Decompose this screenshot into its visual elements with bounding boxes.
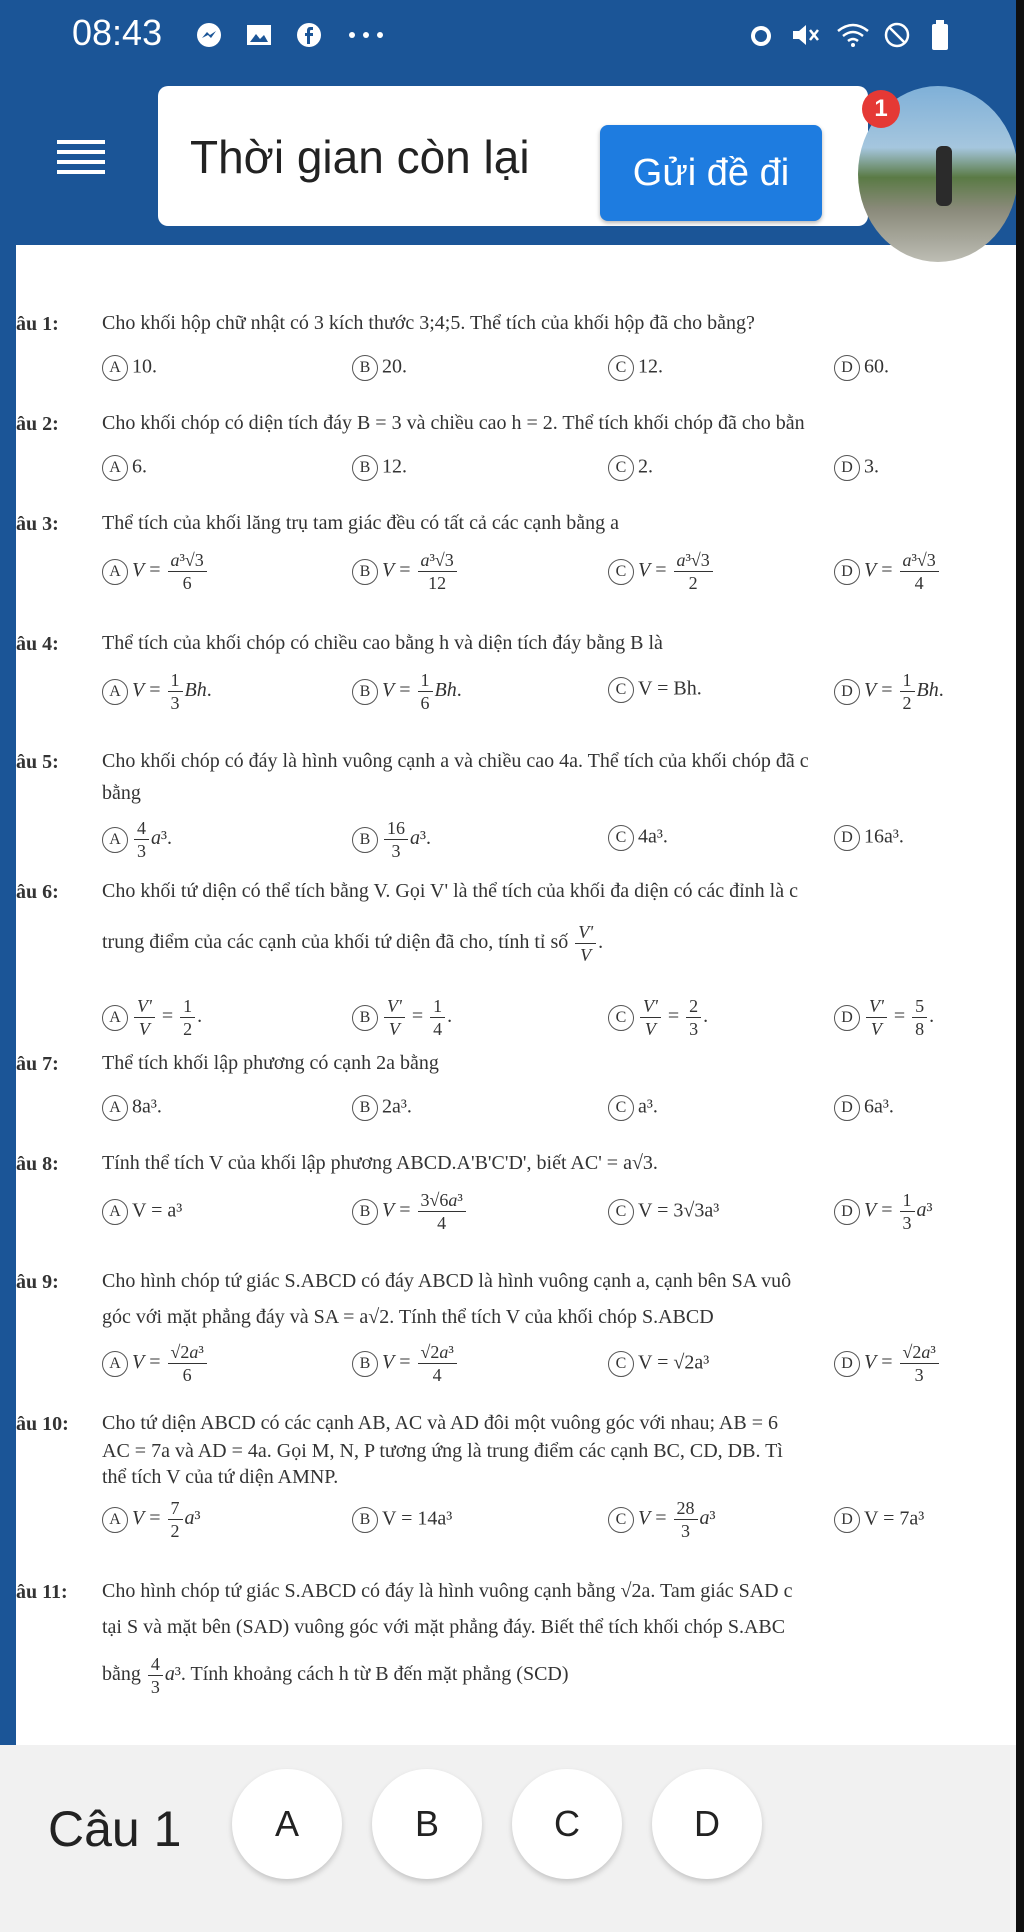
option-c[interactable]: C 4a³.: [608, 825, 668, 851]
option-d[interactable]: D 60.: [834, 355, 889, 381]
answer-button-d[interactable]: D: [652, 1769, 762, 1879]
alarm-icon: [746, 22, 776, 48]
menu-icon[interactable]: [57, 140, 105, 178]
option-a[interactable]: A V = a³: [102, 1199, 182, 1225]
option-d[interactable]: D $\frac{V'}{V}$ = $\frac{5}{8}$ .: [834, 995, 934, 1040]
option-b[interactable]: B $\frac{16}{3}$ a³.: [352, 817, 431, 862]
do-not-disturb-icon: [882, 22, 912, 48]
question-text: Cho khối tứ diện có thể tích bằng V. Gọi V' là thể tích của khối đa diện có các đỉnh là c: [102, 880, 798, 902]
current-question-label: Câu 1: [48, 1801, 182, 1857]
option-d[interactable]: D 16a³.: [834, 825, 904, 851]
option-d[interactable]: D V = $\frac{\text{a³√3}}{4}$: [834, 549, 941, 594]
question-text-line-3: thể tích V của tứ diện AMNP.: [102, 1466, 339, 1488]
question-text: Thể tích của khối chóp có chiều cao bằng h và diện tích đáy bằng B là: [102, 632, 663, 654]
option-c[interactable]: C 12.: [608, 355, 663, 381]
option-c[interactable]: C $\frac{V'}{V}$ = $\frac{2}{3}$ .: [608, 995, 708, 1040]
option-b[interactable]: B V = $\frac{1}{6}$ Bh.: [352, 669, 462, 714]
question-text-line-2: góc với mặt phẳng đáy và SA = a√2. Tính thể tích V của khối chóp S.ABCD: [102, 1306, 714, 1328]
battery-icon: [930, 20, 950, 50]
question-number: âu 11:: [16, 1581, 68, 1603]
question-text-line-3: bằng $\frac{4}{3}$ a³. Tính khoảng cách h từ B đến mặt phẳng (SCD): [102, 1654, 569, 1697]
messenger-icon: [196, 22, 222, 48]
option-a[interactable]: A V = $\frac{\text{a³√3}}{6}$: [102, 549, 209, 594]
question-sheet: [16, 245, 1016, 1745]
question-text: Cho tứ diện ABCD có các cạnh AB, AC và AD đôi một vuông góc với nhau; AB = 6: [102, 1412, 778, 1434]
option-d[interactable]: D 3.: [834, 455, 879, 481]
option-a[interactable]: A 6.: [102, 455, 147, 481]
question-text-line-2: AC = 7a và AD = 4a. Gọi M, N, P tương ứng là trung điểm các cạnh BC, CD, DB. Tì: [102, 1440, 783, 1462]
question-number: âu 2:: [16, 413, 59, 435]
question-text: Tính thể tích V của khối lập phương ABCD.A'B'C'D', biết AC' = a√3.: [102, 1152, 658, 1174]
option-d[interactable]: D 6a³.: [834, 1095, 894, 1121]
option-d[interactable]: D V = $\frac{\text{√2a³}}{3}$: [834, 1341, 941, 1386]
question-number: âu 3:: [16, 513, 59, 535]
option-b[interactable]: B 12.: [352, 455, 407, 481]
question-number: âu 6:: [16, 881, 59, 903]
mute-icon: [790, 22, 820, 48]
more-icon: [346, 22, 386, 48]
option-b[interactable]: B 2a³.: [352, 1095, 412, 1121]
option-b[interactable]: B V = $\frac{\text{√2a³}}{4}$: [352, 1341, 459, 1386]
option-c[interactable]: C V = √2a³: [608, 1351, 709, 1377]
option-b[interactable]: B V = 14a³: [352, 1507, 452, 1533]
question-text: Cho hình chóp tứ giác S.ABCD có đáy là hình vuông cạnh bằng √2a. Tam giác SAD c: [102, 1580, 793, 1602]
option-d[interactable]: D V = 7a³: [834, 1507, 924, 1533]
avatar-figure: [936, 146, 952, 206]
question-text: Cho khối hộp chữ nhật có 3 kích thước 3;4;5. Thể tích của khối hộp đã cho bằng?: [102, 312, 755, 334]
question-text: Cho khối chóp có đáy là hình vuông cạnh a và chiều cao 4a. Thể tích của khối chóp đã c: [102, 750, 809, 772]
option-d[interactable]: D V = $\frac{1}{3}$ a³: [834, 1189, 933, 1234]
option-a[interactable]: A 10.: [102, 355, 157, 381]
notification-badge: 1: [862, 90, 900, 128]
question-number: âu 8:: [16, 1153, 59, 1175]
question-number: âu 4:: [16, 633, 59, 655]
question-text-line-2: trung điểm của các cạnh của khối tứ diện đã cho, tính tỉ số $\frac{V'}{V}$ .: [102, 922, 604, 965]
option-c[interactable]: C V = Bh.: [608, 677, 702, 703]
left-edge-strip: [0, 245, 16, 1745]
question-text: Thể tích khối lập phương có cạnh 2a bằng: [102, 1052, 439, 1074]
option-a[interactable]: A V = $\frac{1}{3}$ Bh.: [102, 669, 212, 714]
option-d[interactable]: D V = $\frac{1}{2}$ Bh.: [834, 669, 944, 714]
option-b[interactable]: B V = $\frac{\text{a³√3}}{12}$: [352, 549, 459, 594]
option-c[interactable]: C a³.: [608, 1095, 658, 1121]
answer-button-c[interactable]: C: [512, 1769, 622, 1879]
option-b[interactable]: B 20.: [352, 355, 407, 381]
status-time: 08:43: [72, 12, 163, 53]
question-text: Thể tích của khối lăng trụ tam giác đều có tất cả các cạnh bằng a: [102, 512, 619, 534]
question-number: âu 5:: [16, 751, 59, 773]
question-number: âu 9:: [16, 1271, 59, 1293]
option-b[interactable]: B $\frac{V'}{V}$ = $\frac{1}{4}$ .: [352, 995, 452, 1040]
option-a[interactable]: A $\frac{4}{3}$ a³.: [102, 817, 172, 862]
status-bar: [0, 0, 1016, 72]
question-text-line-2: bằng: [102, 782, 141, 804]
option-a[interactable]: A $\frac{V'}{V}$ = $\frac{1}{2}$ .: [102, 995, 202, 1040]
gallery-icon: [246, 22, 272, 48]
option-c[interactable]: C V = $\frac{28}{3}$ a³: [608, 1497, 716, 1542]
answer-button-b[interactable]: B: [372, 1769, 482, 1879]
option-c[interactable]: C V = $\frac{\text{a³√3}}{2}$: [608, 549, 715, 594]
facebook-icon: [296, 22, 322, 48]
question-number: âu 7:: [16, 1053, 59, 1075]
question-text: Cho hình chóp tứ giác S.ABCD có đáy ABCD là hình vuông cạnh a, cạnh bên SA vuô: [102, 1270, 792, 1292]
option-a[interactable]: A V = $\frac{7}{2}$ a³: [102, 1497, 201, 1542]
submit-button[interactable]: Gửi đề đi: [600, 125, 822, 221]
option-c[interactable]: C 2.: [608, 455, 653, 481]
question-text-line-2: tại S và mặt bên (SAD) vuông góc với mặt phẳng đáy. Biết thể tích khối chóp S.ABC: [102, 1616, 786, 1638]
answer-bar: [0, 1745, 1016, 1932]
time-remaining-label: Thời gian còn lại: [190, 131, 530, 183]
option-c[interactable]: C V = 3√3a³: [608, 1199, 719, 1225]
answer-button-a[interactable]: A: [232, 1769, 342, 1879]
option-a[interactable]: A V = $\frac{\text{√2a³}}{6}$: [102, 1341, 209, 1386]
app-header: [0, 0, 1016, 245]
option-b[interactable]: B V = $\frac{\text{3√6a³}}{4}$: [352, 1189, 468, 1234]
question-number: âu 10:: [16, 1413, 69, 1435]
option-a[interactable]: A 8a³.: [102, 1095, 162, 1121]
question-text: Cho khối chóp có diện tích đáy B = 3 và chiều cao h = 2. Thể tích khối chóp đã cho bằn: [102, 412, 805, 434]
wifi-icon: [836, 22, 870, 48]
question-number: âu 1:: [16, 313, 59, 335]
